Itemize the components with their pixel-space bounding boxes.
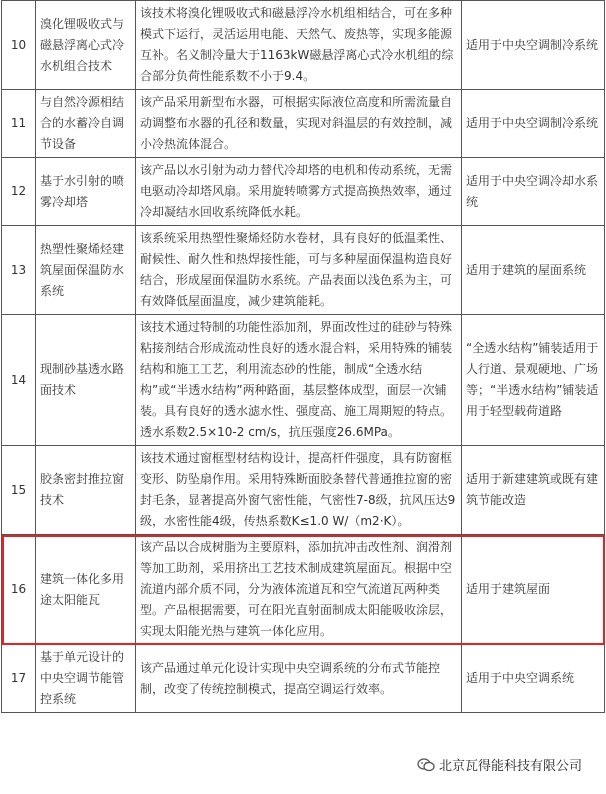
technology-name: 基于水引射的喷雾冷却塔 [40,173,125,209]
application-scope-cell [462,90,605,158]
technology-description: 该系统采用热塑性聚烯烃防水卷材，具有良好的低温柔性、耐候性、耐久性和热焊接性能，可与多种屋面保温构造良好结合，形成屋面保温防水系统。产品表面以浅色系为主，可有效降低屋面温度，减少建筑能耗。 [140,231,453,308]
technology-description: 该产品以水引射为动力替代冷却塔的电机和传动系统，无需电驱动冷却塔风扇。采用旋转喷雾方式提高换热效率，通过冷却凝结水回收系统降低水耗。 [140,163,453,219]
technology-description: 该产品以合成树脂为主要原料，添加抗冲击改性剂、润滑剂等加工助剂，采用挤出工艺技术制成建筑屋面瓦。根据中空流道内部介质不同，分为液体流道瓦和空气流道瓦两种类型。产品根据需要，可在阳光直射面制成太阳能吸收涂层，实现太阳能光热与建筑一体化应用。 [140,540,453,638]
application-scope-cell [462,158,605,226]
watermark-text: 北京瓦得能科技有限公司 [438,759,582,774]
row-number: 10 [2,1,36,90]
technology-name: 胶条密封推拉窗技术 [40,472,125,507]
row-number: 13 [2,226,36,315]
technology-description: 该技术通过特制的功能性添加剂，界面改性过的硅砂与特殊粘接剂结合形成流动性良好的透水混合料，采用特殊的铺装结构和施工工艺，利用流态砂的性能，制成“全透水结构”或“半透水结构”两种路面，基层整体成型，面层一次铺装。具有良好的透水滤水性、强度高、施工周期短的特点。透水系数2.5×10-2 cm/s，抗压强度26.6MPa。 [140,320,453,439]
application-scope: “全透水结构”铺装适用于人行道、景观硬地、广场等；“半透水结构”铺装适用于轻型载荷道路 [466,341,599,418]
technology-name-cell [36,645,136,713]
technology-name: 现制砂基透水路面技术 [40,362,125,397]
application-scope-cell [462,535,605,645]
row-number: 17 [2,645,36,713]
technology-name-cell [36,90,136,158]
row-number: 11 [2,90,36,158]
technology-description-cell [136,446,462,535]
row-number: 12 [2,158,36,226]
table-row [2,226,605,315]
wechat-icon [417,758,435,772]
application-scope-cell [462,315,605,446]
technology-name-cell [36,535,136,645]
technology-description-cell [136,226,462,315]
table-row [2,90,605,158]
technology-description: 该技术通过窗框型材结构设计，提高杆件强度，具有防窗框变形、防坠扇作用。采用特殊断面胶条替代普通推拉窗的密封毛条，显著提高外窗气密性能，气密性7-8级，抗风压达9级，水密性能4级，传热系数K≤1.0 W/（m2·K）。 [140,451,456,528]
technology-name-cell [36,1,136,90]
technology-name-cell [36,446,136,535]
technology-description-cell [136,90,462,158]
row-number: 16 [2,535,36,645]
table-row [2,535,605,645]
row-number: 15 [2,446,36,535]
technology-name: 溴化锂吸收式与磁悬浮离心式冷水机组合技术 [40,16,125,73]
table-row [2,446,605,535]
row-number: 14 [2,315,36,446]
technology-name: 基于单元设计的中央空调节能管控系统 [40,650,125,706]
technology-name: 热塑性聚烯烃建筑屋面保温防水系统 [40,241,125,298]
application-scope: 适用于中央空调冷却水系统 [466,173,599,209]
technology-name-cell [36,158,136,226]
technology-table [1,0,605,713]
application-scope: 适用于中央空调系统 [466,671,575,685]
application-scope: 适用于建筑屋面 [466,582,551,596]
technology-description-cell [136,158,462,226]
application-scope: 适用于中央空调制冷系统 [466,37,599,52]
application-scope: 适用于建筑的屋面系统 [466,262,587,277]
application-scope: 适用于中央空调制冷系统 [466,116,599,130]
technology-description-cell [136,645,462,713]
technology-name: 建筑一体化多用途太阳能瓦 [40,571,125,607]
technology-description: 该产品通过单元化设计实现中央空调系统的分布式节能控制，改变了传统控制模式，提高空调运行效率。 [140,660,441,696]
watermark [415,755,584,774]
application-scope-cell [462,446,605,535]
application-scope-cell [462,226,605,315]
table-body [2,1,605,713]
application-scope-cell [462,1,605,90]
table-row [2,645,605,713]
table-row [2,315,605,446]
table-row [2,158,605,226]
technology-description: 该产品采用新型布水器，可根据实际液位高度和所需流量自动调整布水器的孔径和数量，实现对斜温层的有效控制，减小冷热流体混合。 [140,95,453,151]
technology-name: 与自然冷源相结合的水蓄冷自调节设备 [40,95,125,151]
table-row [2,1,605,90]
application-scope-cell [462,645,605,713]
application-scope: 适用于新建建筑或既有建筑节能改造 [466,472,599,507]
technology-name-cell [36,226,136,315]
technology-description-cell [136,535,462,645]
technology-description-cell [136,315,462,446]
technology-description-cell [136,1,462,90]
technology-description: 该技术将溴化锂吸收式和磁悬浮冷水机组相结合，可在多种模式下运行，灵活运用电能、天然气、废热等，实现多能源互补。名义制冷量大于1163kW磁悬浮离心式冷水机组的综合部分负荷性能系数不小于9.4。 [140,6,454,83]
technology-name-cell [36,315,136,446]
